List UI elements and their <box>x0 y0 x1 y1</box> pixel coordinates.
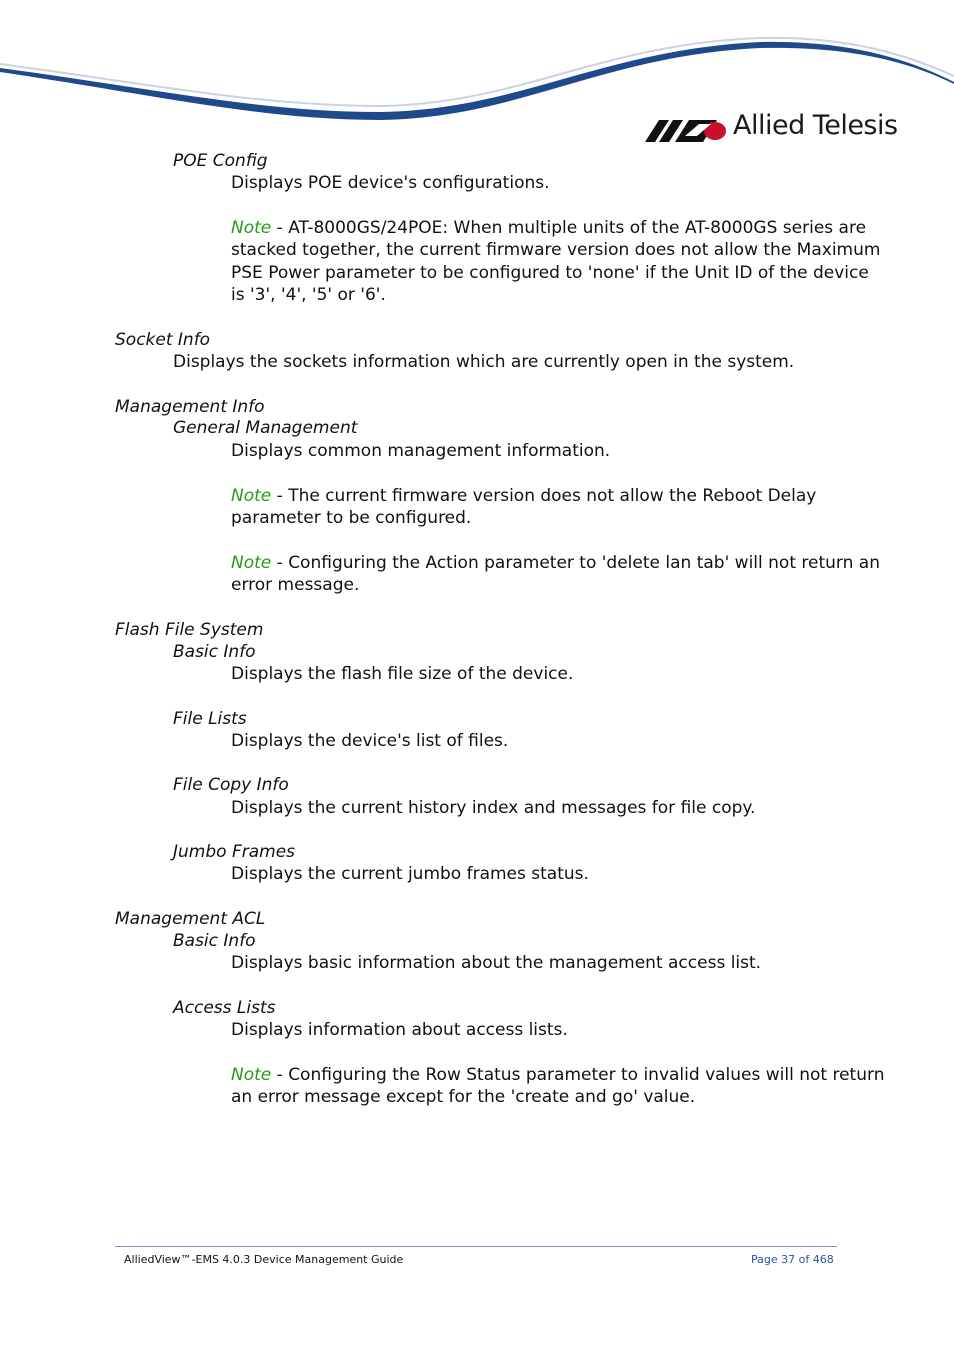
acl-basic-info-heading: Basic Info <box>173 931 256 951</box>
access-lists-heading: Access Lists <box>173 998 276 1018</box>
socket-info-heading: Socket Info <box>115 330 211 350</box>
acl-note-line-1: Note - Configuring the Row Status parameter to invalid values will not return <box>231 1065 885 1085</box>
jumbo-frames-desc: Displays the current jumbo frames status. <box>231 864 589 884</box>
footer-divider <box>115 1246 837 1247</box>
mgmt-note2-line-2: error message. <box>231 575 360 595</box>
file-copy-info-heading: File Copy Info <box>173 775 289 795</box>
management-info-heading: Management Info <box>115 397 265 417</box>
mgmt-note1-line-1: Note - The current firmware version does not allow the Reboot Delay <box>231 486 817 506</box>
jumbo-frames-heading: Jumbo Frames <box>173 842 296 862</box>
file-lists-desc: Displays the device's list of files. <box>231 731 509 751</box>
general-management-desc: Displays common management information. <box>231 441 611 461</box>
acl-basic-info-desc: Displays basic information about the management access list. <box>231 953 762 973</box>
poe-note-line-4: is '3', '4', '5' or '6'. <box>231 285 386 305</box>
acl-note-line-2: an error message except for the 'create and go' value. <box>231 1087 696 1107</box>
mgmt-note2-line-1: Note - Configuring the Action parameter to 'delete lan tab' will not return an <box>231 553 880 573</box>
file-lists-heading: File Lists <box>173 709 247 729</box>
flash-basic-info-heading: Basic Info <box>173 642 256 662</box>
allied-telesis-logo-mark-icon <box>645 114 729 146</box>
poe-config-heading: POE Config <box>173 151 268 171</box>
footer-guide-title: AlliedView™-EMS 4.0.3 Device Management Guide <box>124 1253 404 1266</box>
note-label: Note <box>231 1065 272 1085</box>
management-acl-heading: Management ACL <box>115 909 266 929</box>
mgmt-note1-line-2: parameter to be configured. <box>231 508 472 528</box>
socket-info-desc: Displays the sockets information which are currently open in the system. <box>173 352 795 372</box>
access-lists-desc: Displays information about access lists. <box>231 1020 568 1040</box>
flash-basic-info-desc: Displays the flash file size of the device. <box>231 664 574 684</box>
file-copy-info-desc: Displays the current history index and messages for file copy. <box>231 798 756 818</box>
note-label: Note <box>231 553 272 573</box>
poe-config-desc: Displays POE device's configurations. <box>231 173 550 193</box>
footer-page-number: Page 37 of 468 <box>751 1253 834 1266</box>
note-label: Note <box>231 486 272 506</box>
poe-note-line-1: Note - AT-8000GS/24POE: When multiple units of the AT-8000GS series are <box>231 218 867 238</box>
poe-note-line-3: PSE Power parameter to be configured to 'none' if the Unit ID of the device <box>231 263 869 283</box>
general-management-heading: General Management <box>173 418 358 438</box>
flash-file-system-heading: Flash File System <box>115 620 264 640</box>
poe-note-line-2: stacked together, the current firmware version does not allow the Maximum <box>231 240 881 260</box>
note-label: Note <box>231 218 272 238</box>
allied-telesis-logo <box>645 110 905 146</box>
brand-name: Allied Telesis <box>733 110 898 141</box>
